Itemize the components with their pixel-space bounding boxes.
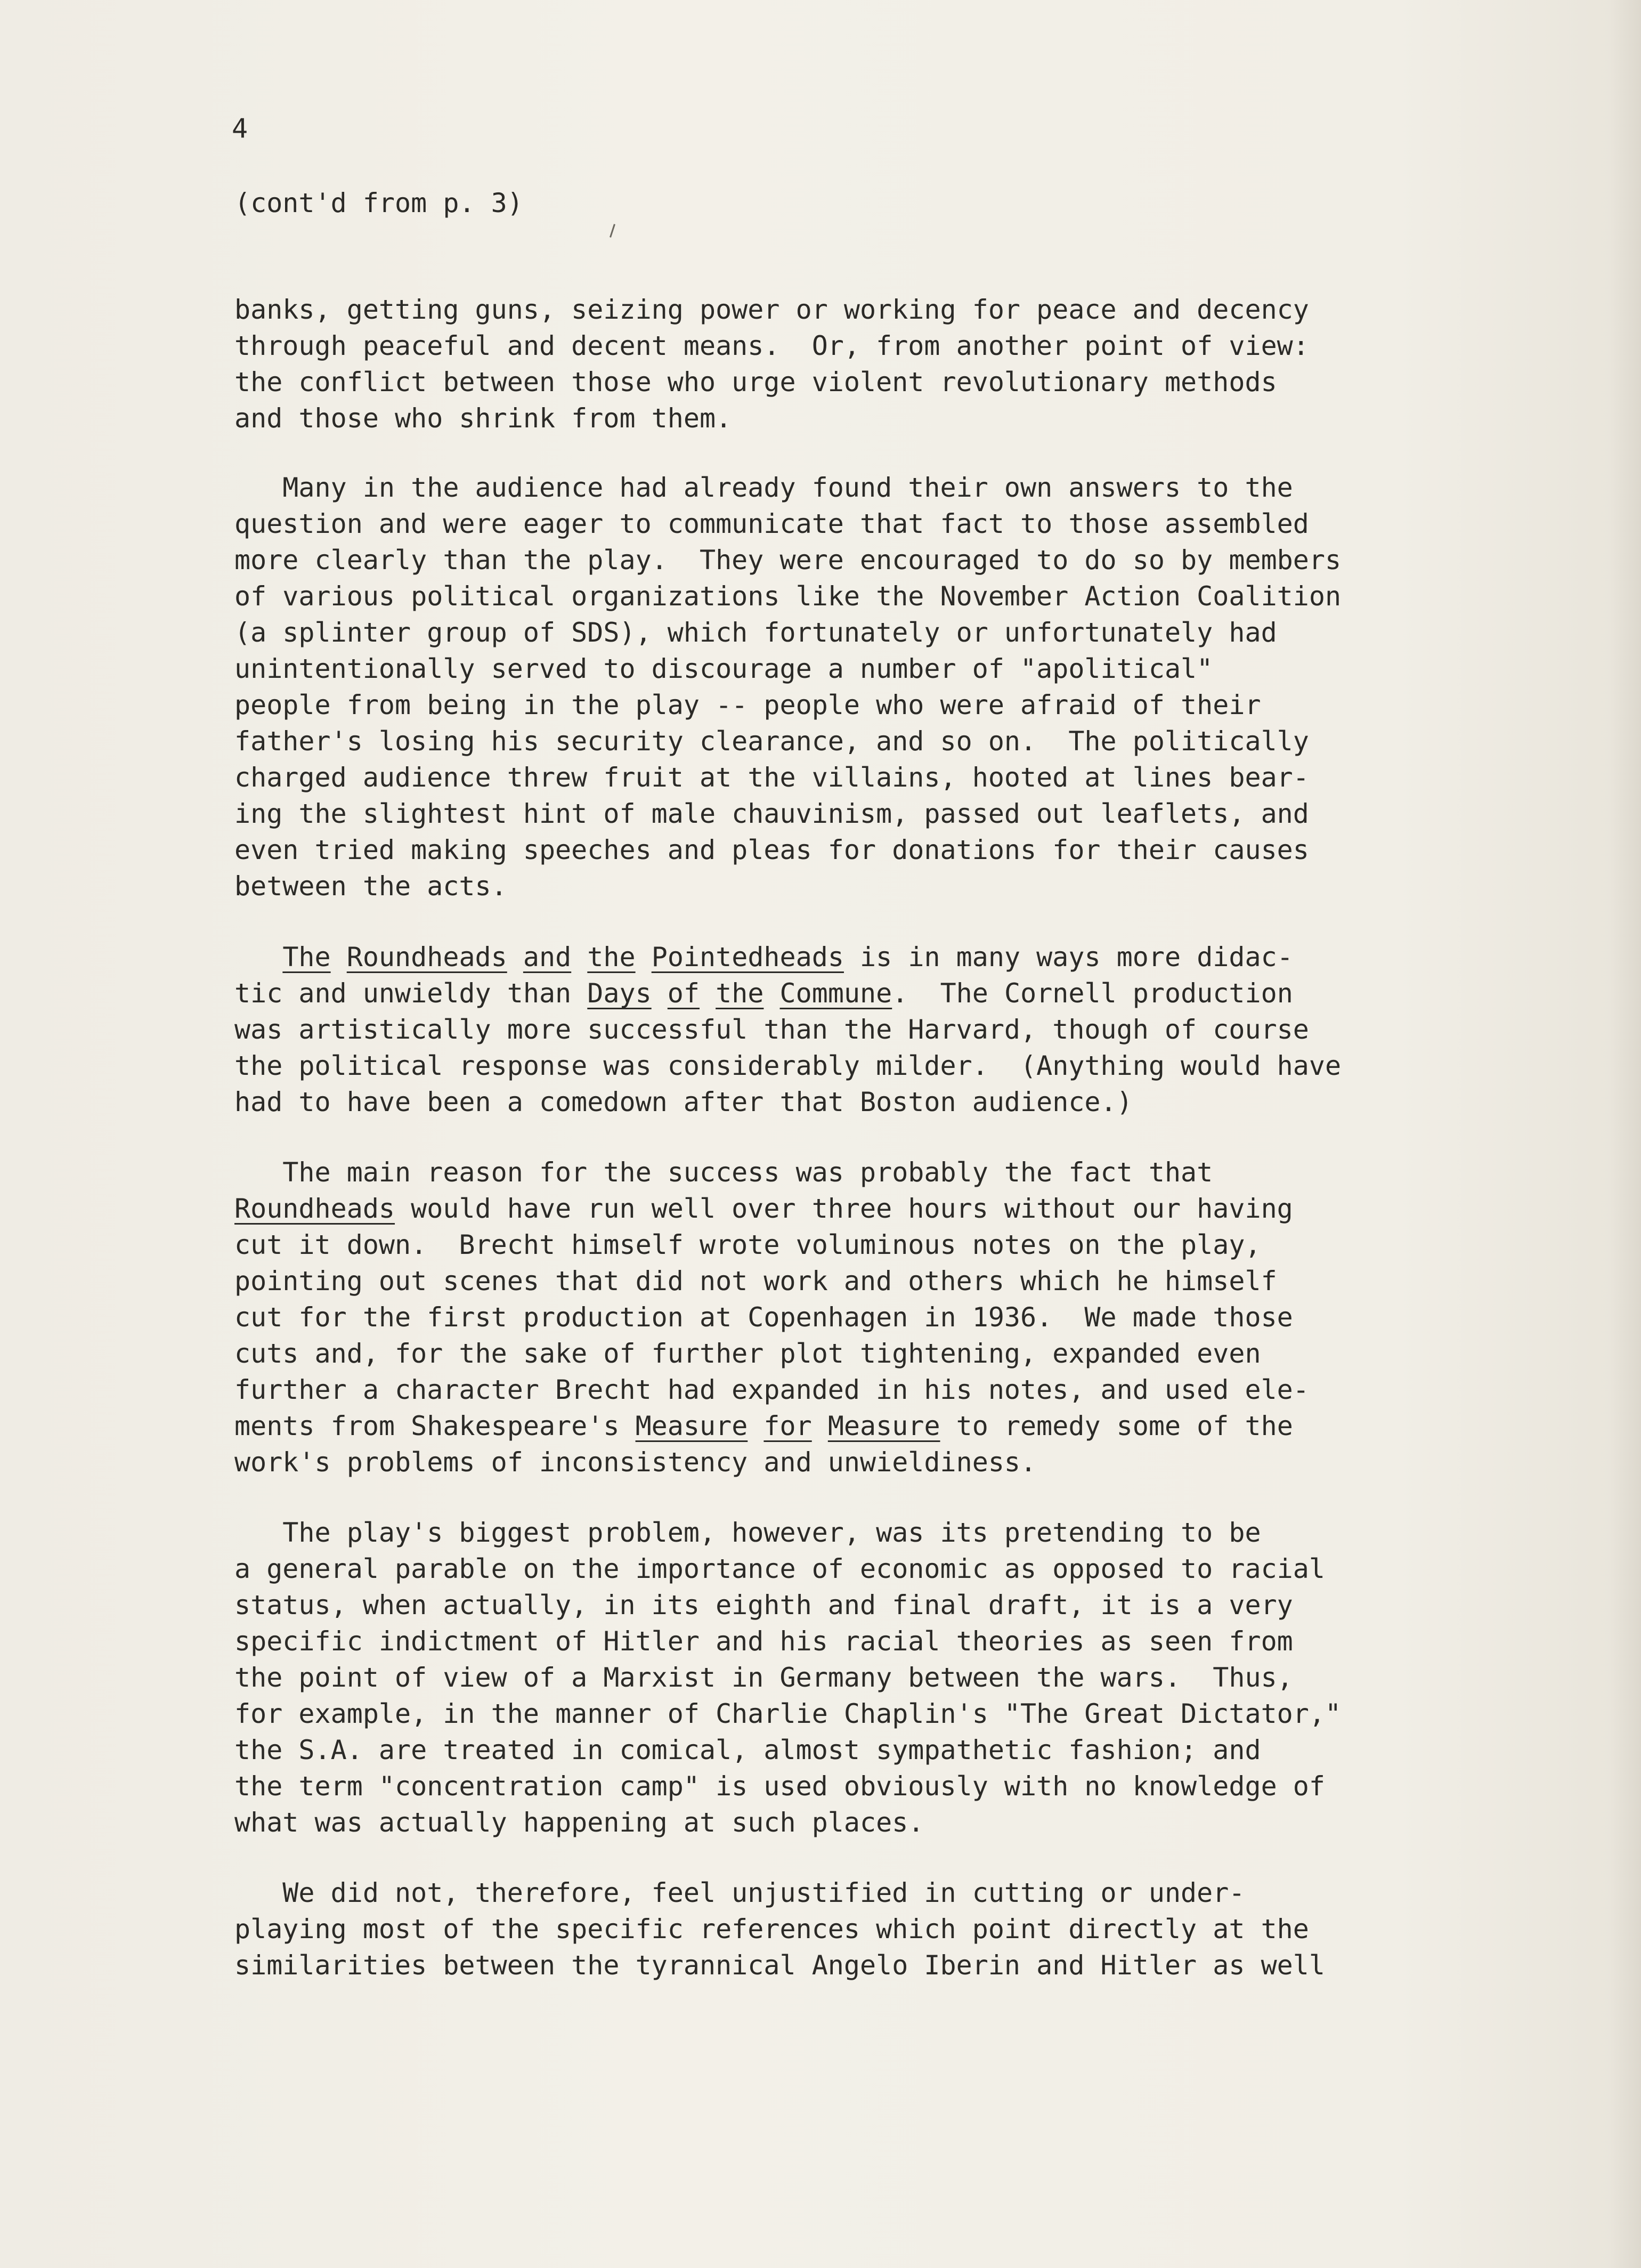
text-line xyxy=(234,1587,1471,1623)
text-line xyxy=(234,975,1471,1011)
text-run: a general parable on the importance of economic as opposed to racial xyxy=(234,1553,1325,1584)
text-run: cuts and, for the sake of further plot tightening, expanded even xyxy=(234,1338,1261,1369)
text-run: We did not, therefore, feel unjustified in cutting or under- xyxy=(234,1877,1245,1908)
page-number: 4 xyxy=(232,113,248,144)
text-line xyxy=(234,1623,1471,1659)
text-run: father's losing his security clearance, and so on. The politically xyxy=(234,726,1309,757)
text-line xyxy=(234,759,1471,796)
page-edge-shadow xyxy=(1609,0,1641,2268)
text-line xyxy=(234,1084,1471,1120)
text-line xyxy=(234,832,1471,868)
text-run: banks, getting guns, seizing power or working for peace and decency xyxy=(234,294,1309,325)
text-run xyxy=(507,942,523,973)
text-run: people from being in the play -- people who were afraid of their xyxy=(234,690,1261,720)
text-line xyxy=(234,542,1471,578)
text-line xyxy=(234,1696,1471,1732)
text-run xyxy=(700,978,716,1009)
text-line xyxy=(234,614,1471,651)
text-run: similarities between the tyrannical Angelo Iberin and Hitler as well xyxy=(234,1950,1325,1981)
text-line xyxy=(234,1514,1471,1551)
underlined-title-word: Pointedheads xyxy=(651,942,844,973)
underlined-title-word: of xyxy=(667,978,700,1009)
underlined-title-word: and xyxy=(523,942,572,973)
underlined-title-word: Commune xyxy=(779,978,892,1009)
text-run: question and were eager to communicate that fact to those assembled xyxy=(234,508,1309,539)
paragraph-1 xyxy=(234,291,1471,436)
underlined-title-word: Measure xyxy=(827,1411,940,1441)
text-run: Many in the audience had already found their own answers to the xyxy=(234,472,1293,503)
underlined-title-word: Roundheads xyxy=(346,942,507,973)
text-run: the conflict between those who urge violent revolutionary methods xyxy=(234,367,1277,398)
text-line xyxy=(234,723,1471,759)
text-run: between the acts. xyxy=(234,871,507,902)
text-line xyxy=(234,1299,1471,1335)
text-line xyxy=(234,1011,1471,1048)
text-run: playing most of the specific references which point directly at the xyxy=(234,1914,1309,1945)
text-run: the S.A. are treated in comical, almost sympathetic fashion; and xyxy=(234,1735,1261,1765)
text-run: would have run well over three hours without our having xyxy=(395,1193,1293,1224)
text-run xyxy=(571,942,587,973)
text-run: through peaceful and decent means. Or, from another point of view: xyxy=(234,330,1309,361)
text-line xyxy=(234,1227,1471,1263)
text-run: had to have been a comedown after that Boston audience.) xyxy=(234,1087,1133,1117)
text-run: the term "concentration camp" is used obviously with no knowledge of xyxy=(234,1771,1325,1802)
text-run: even tried making speeches and pleas for donations for their causes xyxy=(234,835,1309,865)
text-run: and those who shrink from them. xyxy=(234,403,732,434)
text-run: status, when actually, in its eighth and final draft, it is a very xyxy=(234,1590,1293,1621)
text-run: cut for the first production at Copenhagen in 1936. We made those xyxy=(234,1302,1293,1333)
paragraph-6 xyxy=(234,1875,1471,1983)
text-line xyxy=(234,364,1471,400)
text-line xyxy=(234,1551,1471,1587)
text-run xyxy=(331,942,347,973)
text-line xyxy=(234,651,1471,687)
text-run: for example, in the manner of Charlie Chaplin's "The Great Dictator," xyxy=(234,1698,1342,1729)
pencil-mark xyxy=(610,224,615,238)
text-line xyxy=(234,1154,1471,1190)
text-line xyxy=(234,1263,1471,1299)
text-line xyxy=(234,1444,1471,1480)
text-run: (a splinter group of SDS), which fortunately or unfortunately had xyxy=(234,617,1277,648)
text-line xyxy=(234,1372,1471,1408)
paragraph-3 xyxy=(234,939,1471,1120)
paragraph-5 xyxy=(234,1514,1471,1841)
text-line xyxy=(234,868,1471,904)
text-line xyxy=(234,1804,1471,1841)
text-run: work's problems of inconsistency and unwieldiness. xyxy=(234,1447,1037,1478)
text-line xyxy=(234,687,1471,723)
text-line xyxy=(234,328,1471,364)
text-run: unintentionally served to discourage a number of "apolitical" xyxy=(234,653,1213,684)
text-run xyxy=(234,942,282,973)
underlined-title-word: Roundheads xyxy=(234,1193,395,1224)
text-run: the political response was considerably milder. (Anything would have xyxy=(234,1050,1342,1081)
text-run: to remedy some of the xyxy=(940,1411,1293,1441)
underlined-title-word: the xyxy=(716,978,764,1009)
text-line xyxy=(234,1408,1471,1444)
text-line xyxy=(234,291,1471,328)
text-line xyxy=(234,1659,1471,1696)
text-line xyxy=(234,469,1471,506)
text-run: further a character Brecht had expanded in his notes, and used ele- xyxy=(234,1374,1309,1405)
text-run: of various political organizations like the November Action Coalition xyxy=(234,581,1342,612)
continuation-note: (cont'd from p. 3) xyxy=(234,188,523,218)
underlined-title-word: Days xyxy=(587,978,652,1009)
paragraph-4 xyxy=(234,1154,1471,1480)
text-run: pointing out scenes that did not work and others which he himself xyxy=(234,1266,1277,1297)
text-run: the point of view of a Marxist in Germany between the wars. Thus, xyxy=(234,1662,1293,1693)
text-run: ments from Shakespeare's xyxy=(234,1411,636,1441)
text-line xyxy=(234,1911,1471,1947)
text-line xyxy=(234,1947,1471,1983)
text-run: specific indictment of Hitler and his racial theories as seen from xyxy=(234,1626,1293,1657)
text-line xyxy=(234,1732,1471,1768)
text-line xyxy=(234,939,1471,975)
text-line xyxy=(234,506,1471,542)
text-run xyxy=(812,1411,828,1441)
paragraph-2 xyxy=(234,469,1471,904)
text-line xyxy=(234,400,1471,436)
text-run: more clearly than the play. They were encouraged to do so by members xyxy=(234,545,1342,576)
text-run xyxy=(636,942,652,973)
text-run: . The Cornell production xyxy=(892,978,1293,1009)
underlined-title-word: for xyxy=(763,1411,812,1441)
text-run xyxy=(652,978,668,1009)
text-run: cut it down. Brecht himself wrote voluminous notes on the play, xyxy=(234,1229,1261,1260)
text-run: is in many ways more didac- xyxy=(843,942,1293,973)
text-run xyxy=(748,1411,763,1441)
underlined-title-word: Measure xyxy=(635,1411,748,1441)
text-line xyxy=(234,578,1471,614)
text-run: was artistically more successful than the Harvard, though of course xyxy=(234,1014,1309,1045)
text-run: The play's biggest problem, however, was its pretending to be xyxy=(234,1517,1261,1548)
text-line xyxy=(234,1190,1471,1227)
text-line xyxy=(234,1335,1471,1372)
text-run: The main reason for the success was probably the fact that xyxy=(234,1157,1213,1188)
text-line xyxy=(234,1768,1471,1804)
text-line xyxy=(234,796,1471,832)
underlined-title-word: The xyxy=(282,942,331,973)
text-run: what was actually happening at such places. xyxy=(234,1807,924,1838)
text-run: ing the slightest hint of male chauvinism, passed out leaflets, and xyxy=(234,798,1309,829)
text-run xyxy=(763,978,779,1009)
text-run: tic and unwieldy than xyxy=(234,978,588,1009)
text-line xyxy=(234,1875,1471,1911)
underlined-title-word: the xyxy=(587,942,636,973)
text-line xyxy=(234,1048,1471,1084)
text-run: charged audience threw fruit at the villains, hooted at lines bear- xyxy=(234,762,1309,793)
